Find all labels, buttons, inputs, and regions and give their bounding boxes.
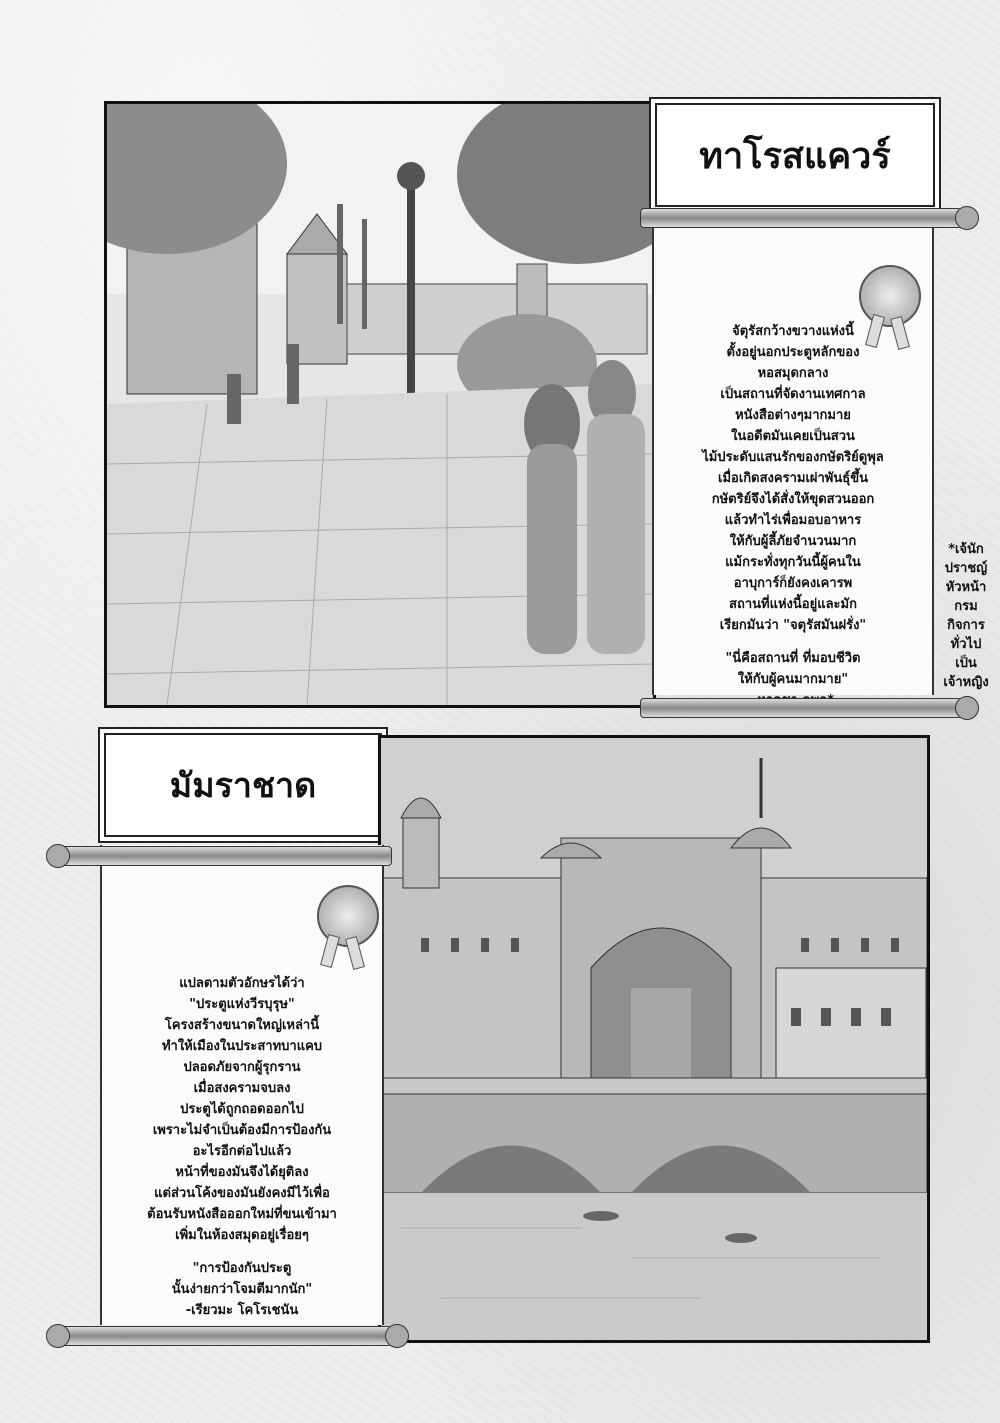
- text-line: สถานที่แห่งนี้อยู่และมัก: [729, 597, 857, 612]
- text-line: อาบุการ์ก็ยังคงเคารพ: [733, 576, 853, 591]
- rod-knob-icon: [385, 1324, 409, 1348]
- text-line: เมื่อสงครามจบลง: [193, 1081, 291, 1096]
- title-box-plaza: [655, 103, 935, 207]
- text-line: จัตุรัสกว้างขวางแห่งนี้: [732, 324, 854, 339]
- note-line: เป็น: [955, 656, 977, 671]
- section-title: ทาโรสแควร์: [699, 135, 891, 177]
- text-line: ในอดีตมันเคยเป็นสวน: [731, 429, 855, 444]
- text-line: "ประตูแห่งวีรบุรุษ": [189, 997, 295, 1012]
- scroll-rod-top: [640, 208, 962, 228]
- text-line: หน้าที่ของมันจึงได้ยุติลง: [175, 1165, 309, 1180]
- note-line: เจ้าหญิง: [943, 675, 989, 690]
- rod-knob-icon: [46, 1324, 70, 1348]
- text-line: ปลอดภัยจากผู้รุกราน: [183, 1060, 301, 1075]
- info-scroll-plaza: [652, 225, 934, 695]
- gate-illustration: [378, 735, 930, 1343]
- text-line: เพราะไม่จำเป็นต้องมีการป้องกัน: [152, 1123, 332, 1138]
- rod-knob-icon: [955, 206, 979, 230]
- text-line: ทำให้เมืองในประสาทบาแคบ: [161, 1039, 323, 1054]
- note-line: กิจการ: [947, 618, 985, 633]
- text-line: ประตูได้ถูกถอดออกไป: [180, 1102, 304, 1117]
- text-line: ให้กับผู้ลี้ภัยจำนวนมาก: [729, 534, 857, 549]
- description-text: [102, 973, 382, 1321]
- text-line: แปลตามตัวอักษรได้ว่า: [179, 976, 305, 991]
- plaza-illustration: [104, 101, 656, 708]
- note-line: กรม: [954, 599, 978, 614]
- text-line: กษัตริย์จึงได้สั่งให้ขุดสวนออก: [711, 492, 875, 507]
- note-line: หัวหน้า: [945, 580, 987, 595]
- text-line: หอสมุดกลาง: [757, 366, 829, 381]
- rod-knob-icon: [955, 696, 979, 720]
- quote-line: "การป้องกันประตู: [192, 1261, 292, 1276]
- text-line: ตั้งอยู่นอกประตูหลักของ: [726, 345, 860, 360]
- text-line: เมื่อเกิดสงครามเผ่าพันธุ์ขึ้น: [718, 471, 868, 486]
- quote-line: นั้นง่ายกว่าโจมตีมากนัก": [171, 1282, 313, 1297]
- note-line: ปราชญ์: [944, 561, 988, 576]
- text-line: แล้วทำไร่เพื่อมอบอาหาร: [724, 513, 862, 528]
- text-line: หนังสือต่างๆมากมาย: [735, 408, 851, 423]
- note-line: ทั่วไป: [950, 637, 982, 652]
- title-box-gate: [104, 733, 382, 837]
- scroll-rod-bottom: [640, 698, 962, 718]
- footnote: [932, 540, 1000, 692]
- wax-seal-icon: [859, 265, 921, 327]
- rod-knob-icon: [46, 844, 70, 868]
- quote-line: ให้กับผู้คนมากมาย": [737, 672, 849, 687]
- text-line: ไม้ประดับแสนรักของกษัตริย์ดูพุล: [702, 450, 884, 465]
- text-line: เรียกมันว่า "จตุรัสมันฝรั่ง": [719, 618, 867, 633]
- description-text: [654, 321, 932, 711]
- section-title: มัมราชาด: [169, 766, 317, 806]
- scroll-rod-top: [60, 846, 392, 866]
- text-line: โครงสร้างขนาดใหญ่เหล่านี้: [164, 1018, 320, 1033]
- text-line: แต่ส่วนโค้งของมันยังคงมีไว้เพื่อ: [154, 1186, 330, 1201]
- note-line: *เจ้นัก: [948, 542, 984, 557]
- text-line: เพิ่มในห้องสมุดอยู่เรื่อยๆ: [175, 1228, 309, 1243]
- text-line: อะไรอีกต่อไปแล้ว: [192, 1144, 292, 1159]
- seal-ribbon: [320, 934, 340, 968]
- text-line: ต้อนรับหนังสือออกใหม่ที่ขนเข้ามา: [147, 1207, 337, 1222]
- text-line: แม้กระทั่งทุกวันนี้ผู้คนใน: [725, 555, 861, 570]
- scroll-rod-bottom: [60, 1326, 392, 1346]
- quote-line: "นี่คือสถานที่ ที่มอบชีวิต: [725, 651, 861, 666]
- quote-attribution: -เรียวมะ โคโรเชนัน: [185, 1303, 299, 1318]
- info-scroll-gate: [100, 845, 384, 1325]
- text-line: เป็นสถานที่จัดงานเทศกาล: [720, 387, 866, 402]
